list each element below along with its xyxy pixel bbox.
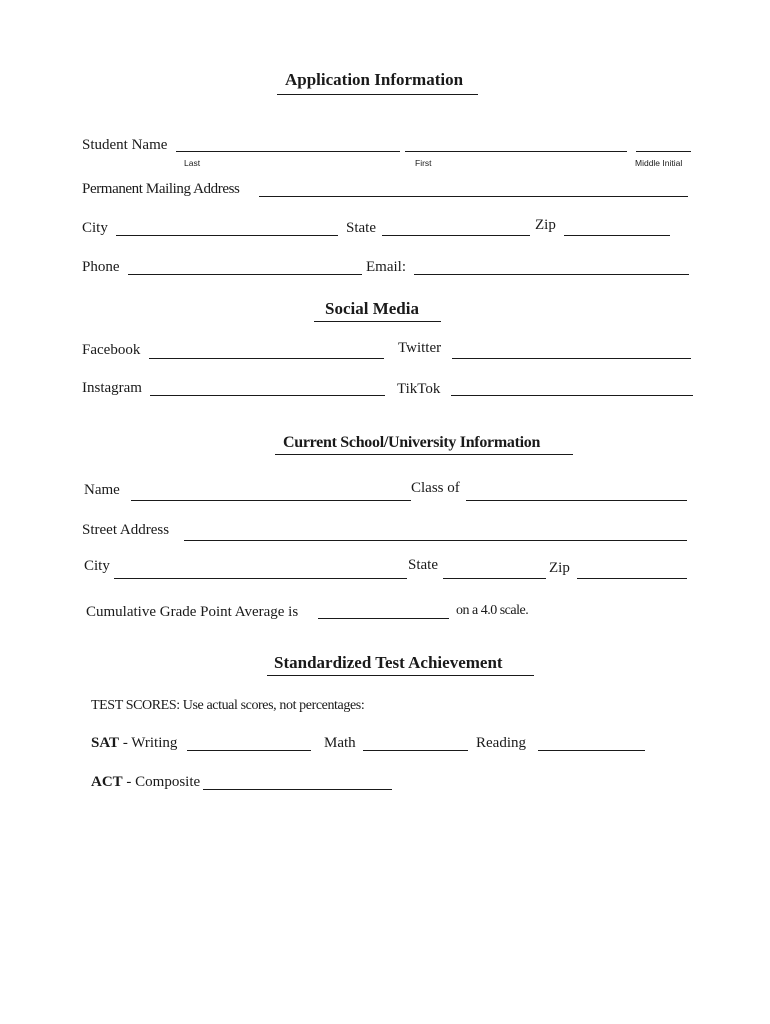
city-field[interactable] (116, 235, 338, 236)
facebook-label: Facebook (82, 342, 141, 358)
section-title-underline (277, 94, 478, 95)
section-title-tests: Standardized Test Achievement (274, 653, 503, 672)
phone-label: Phone (82, 259, 120, 275)
sat-writing-label: - Writing (122, 735, 178, 751)
section-title-school: Current School/University Information (283, 434, 541, 451)
mailing-address-field[interactable] (259, 196, 688, 197)
school-city-field[interactable] (114, 578, 407, 579)
zip-label: Zip (535, 217, 556, 233)
instagram-label: Instagram (82, 380, 142, 396)
gpa-scale-note: on a 4.0 scale. (456, 603, 529, 618)
school-state-field[interactable] (443, 578, 546, 579)
school-name-field[interactable] (131, 500, 411, 501)
email-label: Email: (366, 259, 406, 275)
class-of-field[interactable] (466, 500, 687, 501)
sat-writing-field[interactable] (187, 750, 311, 751)
middle-initial-sublabel: Middle Initial (635, 158, 683, 168)
sat-row (91, 734, 177, 752)
class-of-label: Class of (411, 480, 460, 496)
gpa-field[interactable] (318, 618, 449, 619)
sat-reading-label: Reading (476, 735, 526, 751)
section-title-underline (275, 454, 573, 455)
act-label: ACT (91, 774, 123, 790)
state-label: State (346, 220, 376, 236)
student-middle-initial-field[interactable] (636, 151, 691, 152)
gpa-label: Cumulative Grade Point Average is (86, 604, 299, 620)
act-composite-field[interactable] (203, 789, 392, 790)
facebook-field[interactable] (149, 358, 384, 359)
school-state-label: State (408, 557, 438, 573)
tiktok-label: TikTok (397, 381, 441, 397)
section-title-social: Social Media (325, 299, 419, 318)
tiktok-field[interactable] (451, 395, 693, 396)
phone-field[interactable] (128, 274, 362, 275)
last-sublabel: Last (184, 158, 201, 168)
street-address-field[interactable] (184, 540, 687, 541)
act-row (91, 773, 200, 791)
student-last-name-field[interactable] (176, 151, 400, 152)
zip-field[interactable] (564, 235, 670, 236)
section-title-underline (314, 321, 441, 322)
school-name-label: Name (84, 482, 120, 498)
city-label: City (82, 220, 108, 236)
email-field[interactable] (414, 274, 689, 275)
first-sublabel: First (415, 158, 432, 168)
state-field[interactable] (382, 235, 530, 236)
sat-reading-field[interactable] (538, 750, 645, 751)
school-city-label: City (84, 558, 110, 574)
twitter-label: Twitter (398, 340, 442, 356)
sat-label: SAT (91, 735, 120, 751)
mailing-address-label: Permanent Mailing Address (82, 181, 240, 197)
student-first-name-field[interactable] (405, 151, 627, 152)
twitter-field[interactable] (452, 358, 691, 359)
sat-math-field[interactable] (363, 750, 468, 751)
section-title-underline (267, 675, 534, 676)
school-zip-field[interactable] (577, 578, 687, 579)
act-composite-label: - Composite (126, 774, 201, 790)
sat-math-label: Math (324, 735, 356, 751)
instagram-field[interactable] (150, 395, 385, 396)
street-address-label: Street Address (82, 522, 170, 538)
school-zip-label: Zip (549, 560, 570, 576)
student-name-label: Student Name (82, 137, 168, 153)
section-title-application: Application Information (285, 70, 464, 89)
test-scores-note: TEST SCORES: Use actual scores, not percentages: (91, 698, 365, 713)
